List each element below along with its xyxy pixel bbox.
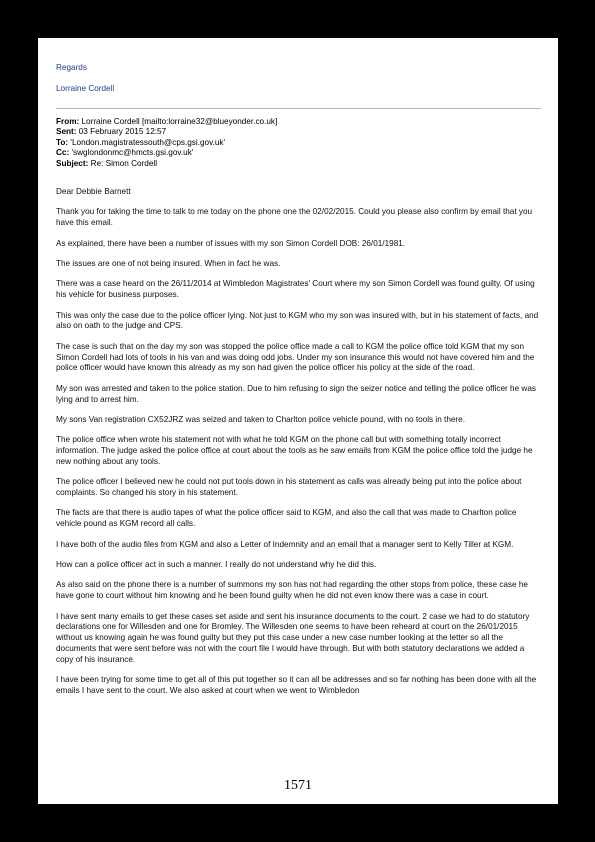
cc-row: [56, 148, 546, 158]
email-header: [56, 117, 546, 169]
body-paragraph: The police officer I believed new he could not put tools down in his statement as calls was already being put into the police about complaints. So changed his story in his statement.: [56, 477, 522, 498]
salutation: Dear Debbie Barnett: [56, 187, 131, 196]
body-paragraph: I have been trying for some time to get all of this put together so it can all be addresses and so far nothing has been done with all the emails I have sent to the court. We also asked at court when we went to Wimbledon: [56, 675, 537, 695]
body-paragraph: The case is such that on the day my son was stopped the police office made a call to KGM the police office told KGM that my son Simon Cordell had lots of tools in his van and was doing odd jobs. Under my son insurance this would not have covered him and the police officer would have known this already as my son had given the police officer his policy at the side of the road.: [56, 341, 535, 373]
subject-row: [56, 159, 546, 169]
cc-label: Cc:: [56, 148, 70, 158]
to-label: To:: [56, 137, 69, 147]
to-value: 'London.magistratessouth@cps.gsi.gov.uk': [70, 137, 226, 147]
email-body: [56, 187, 543, 706]
sent-value: 03 February 2015 12:57: [78, 127, 167, 137]
body-paragraph: My sons Van registration CX52JRZ was seized and taken to Charlton police vehicle pound, with no tools in there.: [56, 414, 465, 424]
body-paragraph: The facts are that there is audio tapes of what the police officer said to KGM, and also the call that was made to Charlton police vehicle pound as KGM record all calls.: [56, 508, 517, 529]
body-paragraph: This was only the case due to the police officer lying. Not just to KGM who my son was insured with, but in his statement of facts, and also on oath to the judge and CPS.: [56, 310, 539, 331]
header-divider: [56, 108, 541, 109]
from-label: From:: [56, 117, 80, 126]
cc-value: 'swglondonmc@hmcts.gsi.gov.uk': [71, 148, 194, 158]
body-paragraph: I have both of the audio files from KGM and also a Letter of Indemnity and an email that a manager sent to Kelly Tiller at KGM.: [56, 539, 514, 549]
body-paragraph: I have sent many emails to get these cases set aside and sent his insurance documents to the court. 2 case we had to do statutory declarations one for Willesden and one for Bromley. The Willesden one seems to have been reheard at court on the 26/01/2015 without us knowing again he was found guilty but they put this case under a new case number looking at the letter so all the documents that were sent before was not with the court file I would have through. But with both statutory declarations we added a copy of his insurance.: [56, 611, 530, 664]
body-paragraph: There was a case heard on the 26/11/2014 at Wimbledon Magistrates' Court where my son Simon Cordell was found guilty. Of using his vehicle for business purposes.: [56, 279, 535, 300]
body-paragraph: How can a police officer act in such a manner. I really do not understand why he did this.: [56, 560, 377, 570]
from-row: [56, 117, 546, 127]
page-number: 1571: [284, 778, 312, 793]
body-paragraph: The police office when wrote his statement not with what he told KGM on the phone call but with something totally incorrect information. The judge asked the police office at court about the tools as he saw emails from KGM the police office told the judge he new nothing about any tools.: [56, 435, 533, 466]
sent-row: [56, 127, 546, 137]
body-paragraph: As also said on the phone there is a number of summons my son has not had regarding the other stops from police, these case he have gone to court without him knowing and he been found guilty when he did not even know there was a case in court.: [56, 580, 528, 601]
to-row: [56, 138, 546, 148]
signature-name: Lorraine Cordell: [56, 84, 115, 93]
from-value: Lorraine Cordell [mailto:lorraine32@blueyonder.co.uk]: [81, 117, 278, 126]
subject-value: Re: Simon Cordell: [90, 158, 158, 168]
body-paragraph: As explained, there have been a number of issues with my son Simon Cordell DOB: 26/01/1981.: [56, 238, 406, 248]
sent-label: Sent:: [56, 127, 77, 137]
body-paragraph: Thank you for taking the time to talk to me today on the phone one the 02/02/2015. Could you please also confirm by email that you have this email.: [56, 207, 533, 228]
document-page: [38, 38, 558, 804]
body-paragraph: The issues are one of not being insured. When in fact he was.: [56, 258, 281, 268]
body-paragraph: My son was arrested and taken to the police station. Due to him refusing to sign the seizer notice and telling the police officer he was lying and to arrest him.: [56, 383, 536, 404]
subject-label: Subject:: [56, 158, 89, 168]
signature-regards: Regards: [56, 63, 87, 72]
